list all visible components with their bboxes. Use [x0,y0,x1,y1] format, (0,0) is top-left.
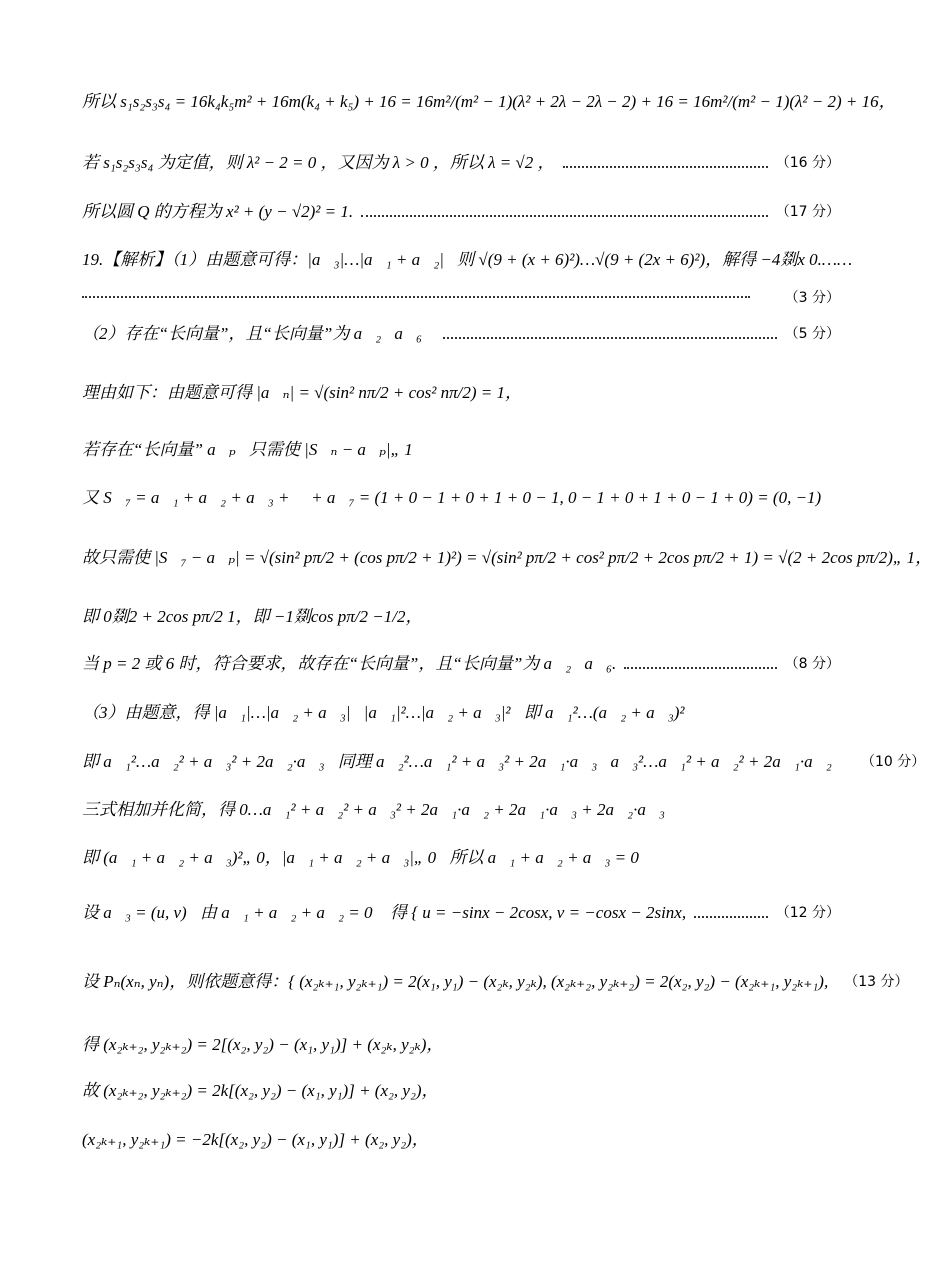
line-q19-part1 [82,250,853,270]
score-label: （17 分） [775,204,840,220]
line-text: （2）存在“长向量”，且“长向量”为 a⃗₂，a⃗₆， [82,324,436,343]
score-label: （10 分） [860,754,926,770]
line-similar-inequalities [82,752,926,772]
score-label: （5 分） [784,326,840,342]
line-text: 即 (a⃗₁ + a⃗₂ + a⃗₃)²„ 0，|a⃗₁ + a⃗₂ + a⃗₃|„ 0，所以 a⃗₁ + a⃗₂ + a⃗₃ = 0⃗， [82,848,666,867]
line-text: 三式相加并化简，得 0…a⃗₁² + a⃗₂² + a⃗₃² + 2a⃗₁·a⃗₂ + 2a⃗₁·a⃗₃ + 2a⃗₂·a⃗₃， [82,800,679,819]
line-derived-recurrence [82,1035,840,1055]
line-text: 设 Pₙ(xₙ, yₙ)，则依题意得：{ (x₂ₖ₊₁, y₂ₖ₊₁) = 2(x₁, y₁) − (x₂ₖ, y₂ₖ), (x₂ₖ₊₂, y₂ₖ₊₂) = 2(x₂, y₂) − (x₂ₖ₊₁, y₂ₖ₊₁), [82,972,829,991]
line-product-expression [82,92,896,112]
score-label: （8 分） [784,656,840,672]
line-pn-recurrence [82,972,909,992]
line-long-vector-condition [82,440,840,460]
line-q19-part3 [82,703,840,723]
line-p-values [82,654,840,674]
line-text: 19.【解析】（1）由题意可得：|a⃗₃|…|a⃗₁ + a⃗₂|，则 √(9 + (x + 6)²)…√(9 + (2x + 6)²)，解得 −4剟x 0.…… [82,250,853,269]
line-text: 故只需使 |S⃗₇ − a⃗ₚ| = √(sin² pπ/2 + (cos pπ/2 + 1)²) = √(sin² pπ/2 + cos² pπ/2 + 2cos pπ/2 + 1) = √(2 + 2cos pπ/2)„ 1， [82,548,932,567]
leader-dots [361,215,768,217]
line-zero-vector [82,848,840,868]
line-cos-range [82,607,840,627]
score-label: （3 分） [784,290,840,306]
score-label: （12 分） [775,905,840,921]
line-text: 故 (x₂ₖ₊₂, y₂ₖ₊₂) = 2k[(x₂, y₂) − (x₁, y₁)] + (x₂, y₂)， [82,1081,439,1100]
line-text: 当 p = 2 或 6 时，符合要求，故存在“长向量”，且“长向量”为 a⃗₂，a⃗₆. [82,654,617,673]
line-text: 所以 s₁s₂s₃s₄ = 16k₄k₅m² + 16m(k₄ + k₅) + 16 = 16m²/(m² − 1)(λ² + 2λ − 2λ − 2) + 16 = 16m²/(m² − 1)(λ² − 2) + 16， [82,92,896,111]
line-odd-terms [82,1130,840,1150]
leader-dots [624,667,776,669]
line-norm-an [82,383,840,403]
line-text: (x₂ₖ₊₁, y₂ₖ₊₁) = −2k[(x₂, y₂) − (x₁, y₁)] + (x₂, y₂)， [82,1130,429,1149]
line-text: 若存在“长向量” a⃗ₚ，只需使 |S⃗ₙ − a⃗ₚ|„ 1， [82,440,427,459]
line-score-3 [82,288,840,308]
line-q19-part2-claim [82,324,840,344]
line-s7-minus-ap [82,548,932,568]
line-text: 又 S⃗₇ = a⃗₁ + a⃗₂ + a⃗₃ + ⋯ + a⃗₇ = (1 + 0 − 1 + 0 + 1 + 0 − 1, 0 − 1 + 0 + 1 + 0 − 1 + 0) = (0, −1)， [82,488,835,507]
line-text: 理由如下：由题意可得 |a⃗ₙ| = √(sin² nπ/2 + cos² nπ/2) = 1， [82,383,522,402]
line-circle-equation [82,202,840,222]
line-text: 设 a⃗₃ = (u, v)，由 a⃗₁ + a⃗₂ + a⃗₂ = 0⃗ 得 { u = −sinx − 2cosx, v = −cosx − 2sinx, [82,903,687,922]
line-text: 若 s₁s₂s₃s₄ 为定值，则 λ² − 2 = 0 ，又因为 λ > 0 ，所以 λ = √2 ， [82,153,555,172]
line-text: 得 (x₂ₖ₊₂, y₂ₖ₊₂) = 2[(x₂, y₂) − (x₁, y₁)] + (x₂ₖ, y₂ₖ)， [82,1035,444,1054]
score-label: （13 分） [844,974,909,990]
score-label: （16 分） [775,155,840,171]
line-text: 即 a⃗₁²…a⃗₂² + a⃗₃² + 2a⃗₂·a⃗₃，同理 a⃗₂²…a⃗₁² + a⃗₃² + 2a⃗₁·a⃗₃，a⃗₃²…a⃗₁² + a⃗₂² + 2a⃗₁·a⃗₂， [82,752,845,771]
line-text: （3）由题意，得 |a⃗₁|…|a⃗₂ + a⃗₃|，|a⃗₁|²…|a⃗₂ + a⃗₃|²，即 a⃗₁²…(a⃗₂ + a⃗₃)²， [82,703,698,722]
leader-dots [443,337,776,339]
line-text: 即 0剟2 + 2cos pπ/2 1，即 −1剟cos pπ/2 −1/2， [82,607,423,626]
line-text: 所以圆 Q 的方程为 x² + (y − √2)² = 1. [82,202,354,221]
line-even-terms [82,1081,840,1101]
line-sum-simplify [82,800,840,820]
line-s7-sum [82,488,840,508]
leader-dots [563,166,768,168]
line-constant-condition [82,153,840,173]
line-a3-components [82,903,840,923]
leader-dots [694,916,768,918]
